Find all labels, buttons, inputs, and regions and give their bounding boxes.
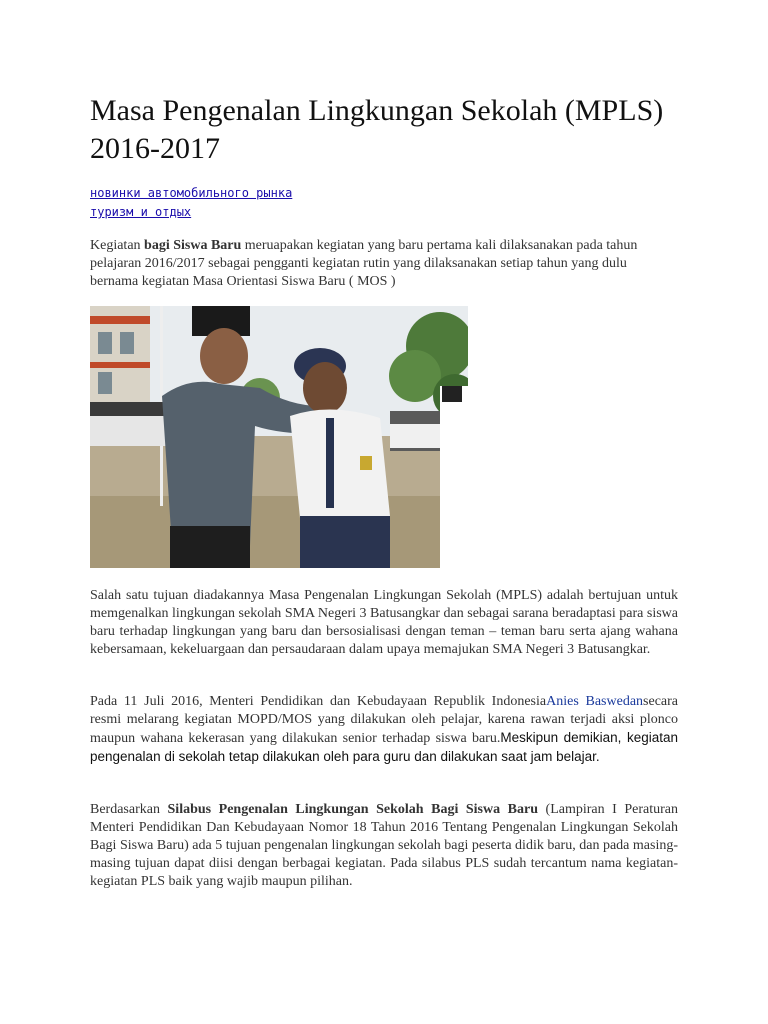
intro-lead: Kegiatan xyxy=(90,238,145,253)
regulation-lead: Pada 11 Juli 2016, Menteri Pendidikan dan Kebudayaan Republik Indonesia xyxy=(90,694,547,709)
article-photo xyxy=(90,306,468,568)
link-anies-baswedan[interactable]: Anies Baswedan xyxy=(546,694,644,709)
paragraph-syllabus xyxy=(90,801,678,891)
paragraph-regulation xyxy=(90,693,678,767)
link-tourism[interactable]: туризм и отдых xyxy=(90,205,192,219)
intro-bold: bagi Siswa Baru xyxy=(144,238,242,253)
paragraph-purpose: Salah satu tujuan diadakannya Masa Pengenalan Lingkungan Sekolah (MPLS) adalah bertujuan untuk memgenalkan lingkungan sekolah SMA Negeri 3 Batusangkar dan sebagai sarana beradaptasi para siswa baru terhadap lingkungan yang baru dan bersosialisasi dengan teman – teman baru serta ajang wahana kebersamaan, kekeluargaan dan persaudaraan dalam upaya memajukan SMA Negeri 3 Batusangkar. xyxy=(90,588,678,657)
intro-rest: meruapakan kegiatan yang baru pertama kali dilaksanakan pada tahun pelajaran 2016/2017 sebagai pengganti kegiatan rutin yang dilaksanakan setiap tahun yang dulu bernama kegiatan Masa Orientasi Siswa Baru ( MOS ) xyxy=(90,238,638,289)
syllabus-bold: Silabus Pengenalan Lingkungan Sekolah Bagi Siswa Baru xyxy=(167,802,538,817)
page-title: Masa Pengenalan Lingkungan Sekolah (MPLS) 2016-2017 xyxy=(90,94,664,165)
link-list xyxy=(90,184,292,222)
syllabus-lead: Berdasarkan xyxy=(90,802,168,817)
paragraph-intro xyxy=(90,237,678,291)
link-car-market[interactable]: новинки автомобильного рынка xyxy=(90,186,293,200)
regulation-tail: Meskipun demikian, kegiatan pengenalan di sekolah tetap dilakukan oleh para guru dan dilakukan saat jam belajar. xyxy=(90,730,678,764)
syllabus-rest: (Lampiran I Peraturan Menteri Pendidikan Dan Kebudayaan Nomor 18 Tahun 2016 Tentang Pengenalan Lingkungan Sekolah Bagi Siswa Baru) ada 5 tujuan pengenalan lingkungan sekolah bagi peserta didik baru, dan pada masing-masing tujuan dapat diisi dengan berbagai kegiatan. Pada silabus PLS sudah tercantum nama kegiatan-kegiatan PLS baik yang wajib maupun pilihan. xyxy=(90,802,679,889)
regulation-mid: secara resmi melarang kegiatan MOPD/MOS yang dilakukan oleh pelajar, karena rawan terjadi aksi plonco maupun wahana kekerasan yang dilakukan senior terhadap siswa baru. xyxy=(90,694,679,746)
